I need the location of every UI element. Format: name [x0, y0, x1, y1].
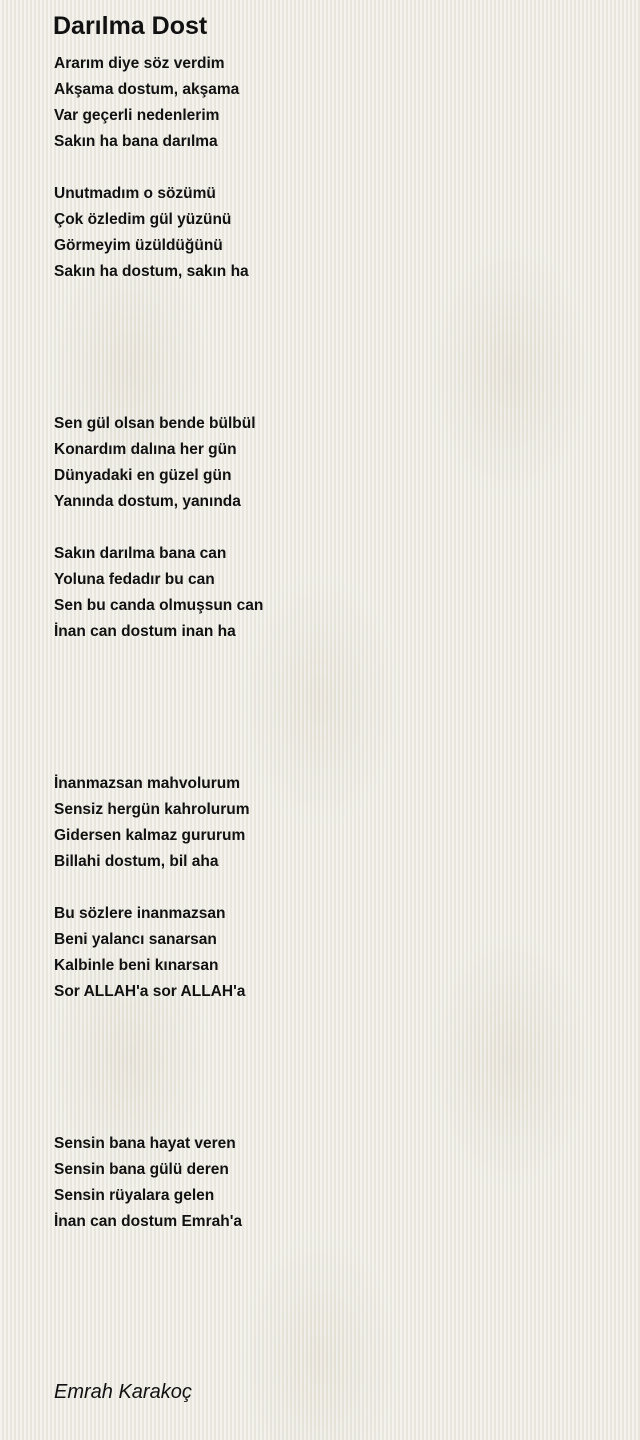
poem-line: Konardım dalına her gün	[54, 441, 237, 458]
stanza-7	[54, 1131, 242, 1235]
poem-line: Sensin bana gülü deren	[54, 1161, 229, 1178]
poem-line: Sensin rüyalara gelen	[54, 1187, 215, 1204]
poem-line: Sensiz hergün kahrolurum	[54, 801, 250, 818]
poem-line: Var geçerli nedenlerim	[54, 107, 220, 124]
poem-line: İnan can dostum Emrah'a	[54, 1213, 243, 1230]
poem-line: Billahi dostum, bil aha	[54, 853, 219, 870]
stanza-6	[54, 901, 245, 1005]
stanza-2	[54, 181, 249, 285]
poem-line: Sensin bana hayat veren	[54, 1135, 236, 1152]
poem-line: İnanmazsan mahvolurum	[54, 775, 241, 792]
poem-line: Yoluna fedadır bu can	[54, 571, 215, 588]
poem-line: Dünyadaki en güzel gün	[54, 467, 232, 484]
poem-line: Bu sözlere inanmazsan	[54, 905, 226, 922]
poem-line: Sor ALLAH'a sor ALLAH'a	[54, 983, 246, 1000]
stanza-1	[54, 51, 239, 155]
poem-line: Ararım diye söz verdim	[54, 55, 225, 72]
poem-line: Görmeyim üzüldüğünü	[54, 237, 223, 254]
poem-line: Beni yalancı sanarsan	[54, 931, 217, 948]
poem-line: Gidersen kalmaz gururum	[54, 827, 246, 844]
stanza-3	[54, 411, 256, 515]
poem-line: Çok özledim gül yüzünü	[54, 211, 232, 228]
poem-line: İnan can dostum inan ha	[54, 623, 236, 640]
poem-line: Kalbinle beni kınarsan	[54, 957, 219, 974]
poem-author: Emrah Karakoç	[54, 1381, 192, 1403]
poem-line: Akşama dostum, akşama	[54, 81, 240, 98]
poem-title: Darılma Dost	[53, 12, 208, 40]
poem-line: Unutmadım o sözümü	[54, 185, 216, 202]
poem-line: Sen bu canda olmuşsun can	[54, 597, 264, 614]
poem-line: Yanında dostum, yanında	[54, 493, 241, 510]
poem-line: Sakın darılma bana can	[54, 545, 227, 562]
stanza-4	[54, 541, 263, 645]
poem-line: Sen gül olsan bende bülbül	[54, 415, 256, 432]
stanza-5	[54, 771, 250, 875]
poem-line: Sakın ha dostum, sakın ha	[54, 263, 249, 280]
poem-line: Sakın ha bana darılma	[54, 133, 218, 150]
